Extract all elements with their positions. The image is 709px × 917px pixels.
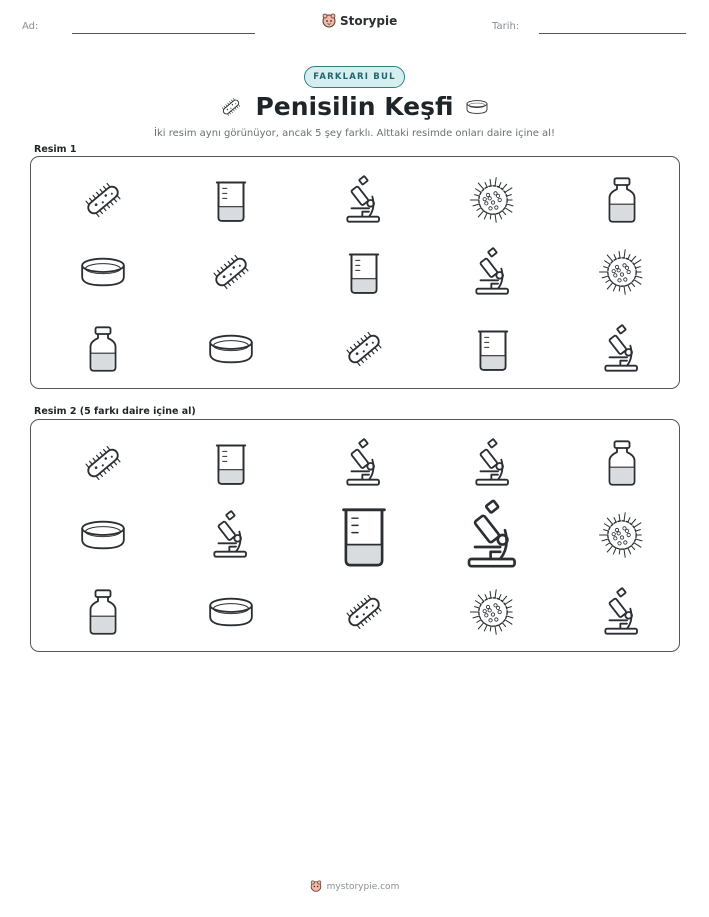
grid-cell: [78, 247, 128, 297]
instructions: İki resim aynı görünüyor, ancak 5 şey farklı. Alttaki resimde onları daire içine al!: [154, 128, 555, 139]
mold-spore-icon: [597, 510, 647, 560]
date-field[interactable]: [539, 33, 686, 34]
footer-url: mystorypie.com: [326, 881, 400, 892]
petri-dish-icon: [206, 587, 256, 637]
mold-spore-icon: [468, 175, 518, 225]
petri-dish-icon: [206, 324, 256, 374]
grid-cell: [339, 175, 389, 225]
microscope-icon: [597, 587, 647, 637]
grid-cell: [206, 175, 256, 225]
grid-cell[interactable]: [339, 587, 389, 637]
beaker-icon: [328, 499, 400, 571]
brand-name: Storypie: [340, 14, 398, 28]
storypie-mascot-icon: [310, 880, 322, 893]
petri-dish-icon: [462, 95, 492, 119]
name-field[interactable]: [72, 33, 255, 34]
microscope-icon: [206, 510, 256, 560]
bacterium-icon: [78, 438, 128, 488]
footer: [0, 880, 709, 893]
grid-cell[interactable]: [328, 499, 400, 571]
bacterium-icon: [339, 324, 389, 374]
microscope-icon: [339, 438, 389, 488]
vial-icon: [78, 587, 128, 637]
grid-cell: [468, 247, 518, 297]
bacterium-icon: [78, 175, 128, 225]
activity-badge: FARKLARI BUL: [304, 66, 405, 88]
page-title: Penisilin Keşfi: [255, 92, 454, 121]
grid-cell: [206, 324, 256, 374]
grid-cell: [78, 175, 128, 225]
beaker-icon: [206, 438, 256, 488]
grid-cell[interactable]: [468, 587, 518, 637]
grid-cell: [78, 324, 128, 374]
grid-cell: [468, 175, 518, 225]
date-label: Tarih:: [492, 21, 520, 32]
beaker-icon: [206, 175, 256, 225]
beaker-icon: [468, 324, 518, 374]
microscope-icon: [339, 175, 389, 225]
grid-cell[interactable]: [78, 510, 128, 560]
grid-cell[interactable]: [468, 438, 518, 488]
picture-1-panel: [30, 156, 680, 389]
mold-spore-icon: [468, 587, 518, 637]
grid-cell: [206, 247, 256, 297]
grid-cell: [597, 247, 647, 297]
grid-cell[interactable]: [78, 438, 128, 488]
mold-spore-icon: [597, 247, 647, 297]
grid-cell: [339, 324, 389, 374]
microscope-icon: [597, 324, 647, 374]
section-2-label: Resim 2 (5 farkı daire içine al): [34, 406, 196, 417]
grid-cell[interactable]: [457, 499, 529, 571]
grid-cell[interactable]: [597, 510, 647, 560]
vial-icon: [597, 438, 647, 488]
grid-cell[interactable]: [597, 438, 647, 488]
bacterium-icon: [206, 247, 256, 297]
grid-cell[interactable]: [78, 587, 128, 637]
grid-cell[interactable]: [339, 438, 389, 488]
grid-cell[interactable]: [597, 587, 647, 637]
microscope-icon: [468, 438, 518, 488]
grid-cell[interactable]: [206, 510, 256, 560]
microscope-icon: [457, 499, 529, 571]
petri-dish-icon: [78, 247, 128, 297]
grid-cell: [597, 324, 647, 374]
picture-2-panel[interactable]: [30, 419, 680, 652]
name-label: Ad:: [22, 21, 39, 32]
grid-cell: [468, 324, 518, 374]
grid-cell[interactable]: [206, 438, 256, 488]
microscope-icon: [468, 247, 518, 297]
section-1-label: Resim 1: [34, 144, 77, 155]
petri-dish-icon: [78, 510, 128, 560]
grid-cell[interactable]: [206, 587, 256, 637]
grid-cell: [597, 175, 647, 225]
grid-cell: [339, 247, 389, 297]
beaker-icon: [339, 247, 389, 297]
bacterium-icon: [339, 587, 389, 637]
vial-icon: [78, 324, 128, 374]
storypie-mascot-icon: [322, 13, 336, 29]
brand-logo: [322, 13, 397, 29]
vial-icon: [597, 175, 647, 225]
